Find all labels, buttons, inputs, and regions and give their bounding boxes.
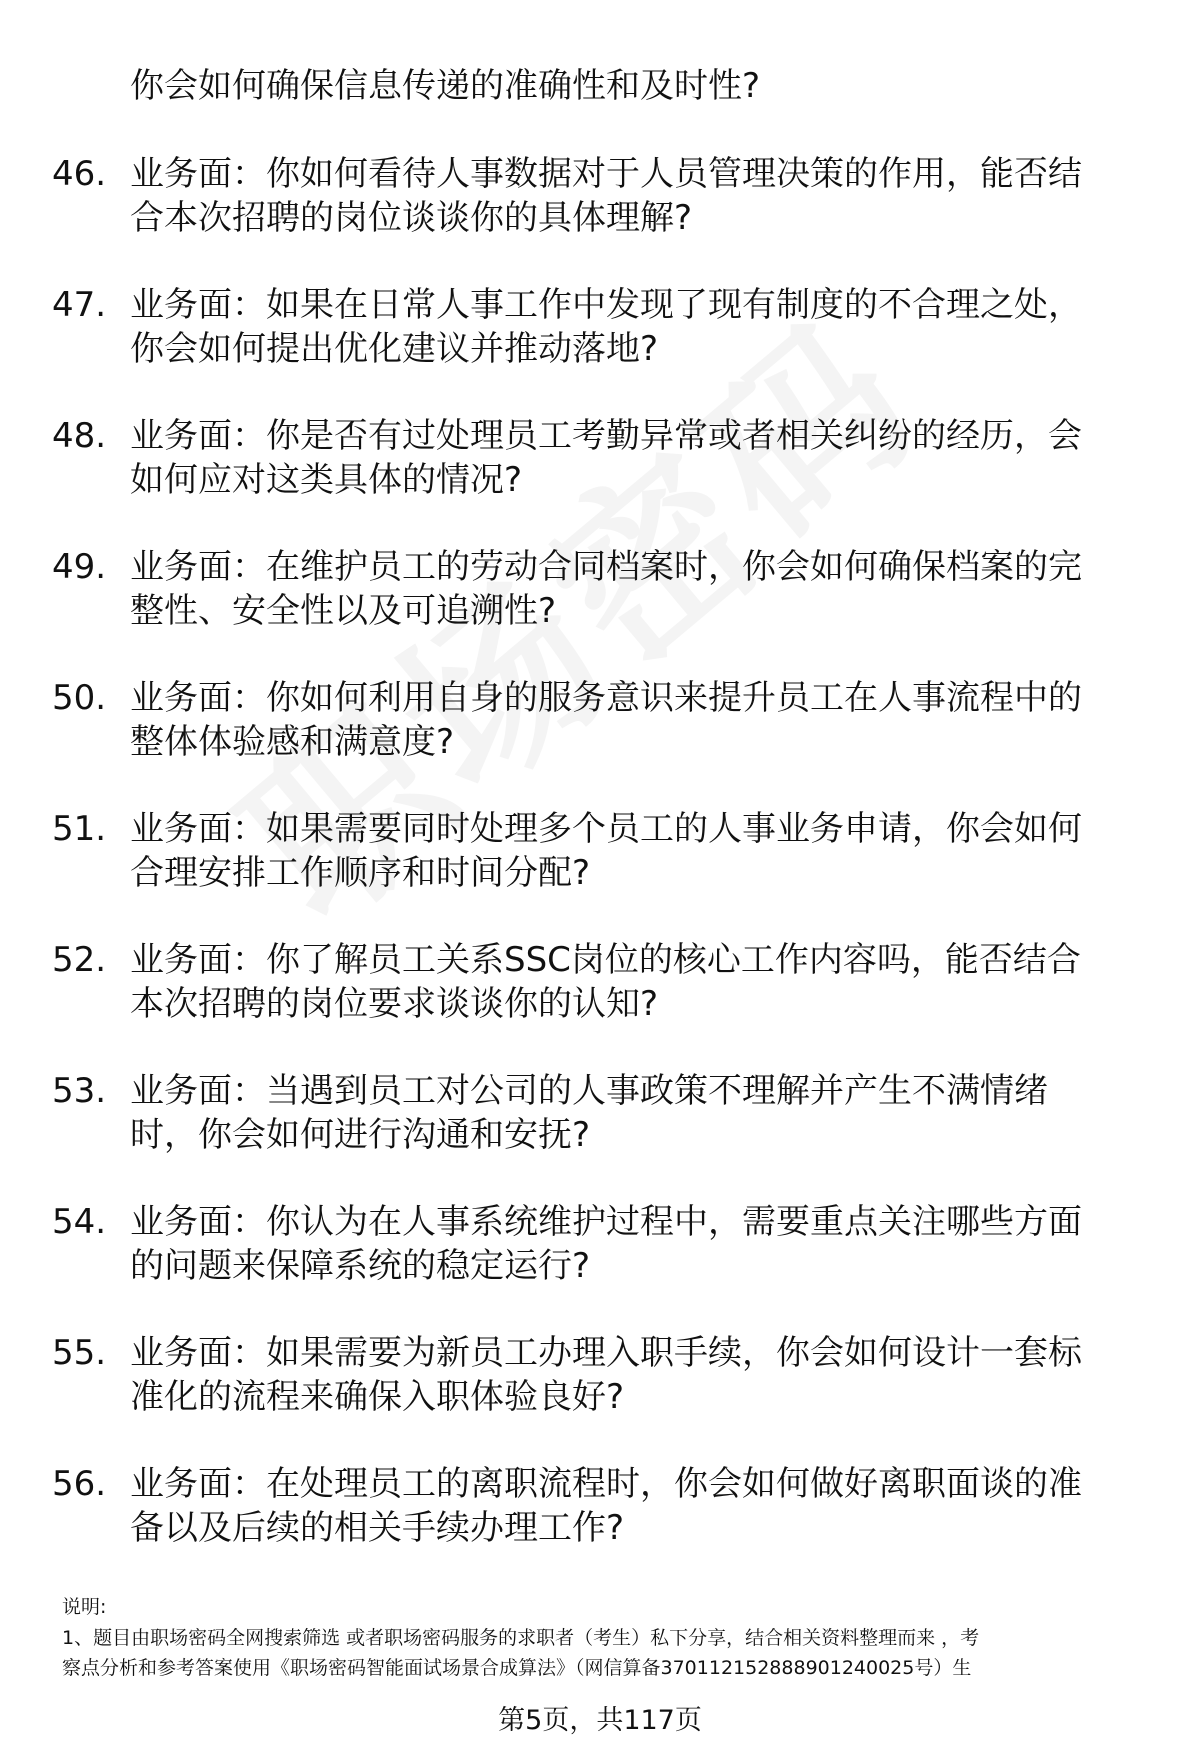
question-continuation: 你会如何确保信息传递的准确性和及时性?: [130, 66, 761, 106]
question-text-line: 的问题来保障系统的稳定运行?: [130, 1246, 591, 1286]
question-number: 55.: [52, 1333, 107, 1373]
question-text-line: 业务面：如果在日常人事工作中发现了现有制度的不合理之处，: [130, 285, 1082, 325]
question-text-line: 业务面：你如何利用自身的服务意识来提升员工在人事流程中的: [130, 678, 1082, 718]
question-text-line: 业务面：在处理员工的离职流程时，你会如何做好离职面谈的准: [130, 1464, 1082, 1504]
question-number: 49.: [52, 547, 107, 587]
question-number: 47.: [52, 285, 107, 325]
question-text-line: 合本次招聘的岗位谈谈你的具体理解?: [130, 198, 693, 238]
question-number: 53.: [52, 1071, 107, 1111]
question-number: 51.: [52, 809, 107, 849]
page-number: 第5页，共117页: [498, 1705, 702, 1736]
question-number: 52.: [52, 940, 107, 980]
question-text-line: 业务面：你如何看待人事数据对于人员管理决策的作用，能否结: [130, 154, 1082, 194]
question-text-line: 时，你会如何进行沟通和安抚?: [130, 1115, 591, 1155]
question-number: 50.: [52, 678, 107, 718]
question-number: 54.: [52, 1202, 107, 1242]
notes-title: 说明:: [62, 1596, 107, 1618]
question-text-line: 业务面：当遇到员工对公司的人事政策不理解并产生不满情绪: [130, 1071, 1048, 1111]
question-number: 48.: [52, 416, 107, 456]
question-text-line: 业务面：如果需要同时处理多个员工的人事业务申请，你会如何: [130, 809, 1082, 849]
question-text-line: 业务面：在维护员工的劳动合同档案时，你会如何确保档案的完: [130, 547, 1082, 587]
question-text-line: 你会如何提出优化建议并推动落地?: [130, 329, 659, 369]
question-text-line: 整性、安全性以及可追溯性?: [130, 591, 557, 631]
question-text-line: 业务面：如果需要为新员工办理入职手续，你会如何设计一套标: [130, 1333, 1082, 1373]
question-text-line: 合理安排工作顺序和时间分配?: [130, 853, 591, 893]
notes-line: 察点分析和参考答案使用《职场密码智能面试场景合成算法》（网信算备370112152888901240025号）生: [62, 1657, 972, 1679]
question-number: 46.: [52, 154, 107, 194]
question-text-line: 备以及后续的相关手续办理工作?: [130, 1508, 625, 1548]
question-text-line: 业务面：你了解员工关系SSC岗位的核心工作内容吗，能否结合: [130, 940, 1081, 980]
question-number: 56.: [52, 1464, 107, 1504]
question-text-line: 如何应对这类具体的情况?: [130, 460, 523, 500]
question-text-line: 整体体验感和满意度?: [130, 722, 455, 762]
question-text-line: 业务面：你是否有过处理员工考勤异常或者相关纠纷的经历，会: [130, 416, 1082, 456]
question-text-line: 准化的流程来确保入职体验良好?: [130, 1377, 625, 1417]
notes-line: 1、题目由职场密码全网搜索筛选 或者职场密码服务的求职者（考生）私下分享，结合相关资料整理而来 ，考: [62, 1627, 980, 1649]
question-text-line: 业务面：你认为在人事系统维护过程中，需要重点关注哪些方面: [130, 1202, 1082, 1242]
question-text-line: 本次招聘的岗位要求谈谈你的认知?: [130, 984, 659, 1024]
